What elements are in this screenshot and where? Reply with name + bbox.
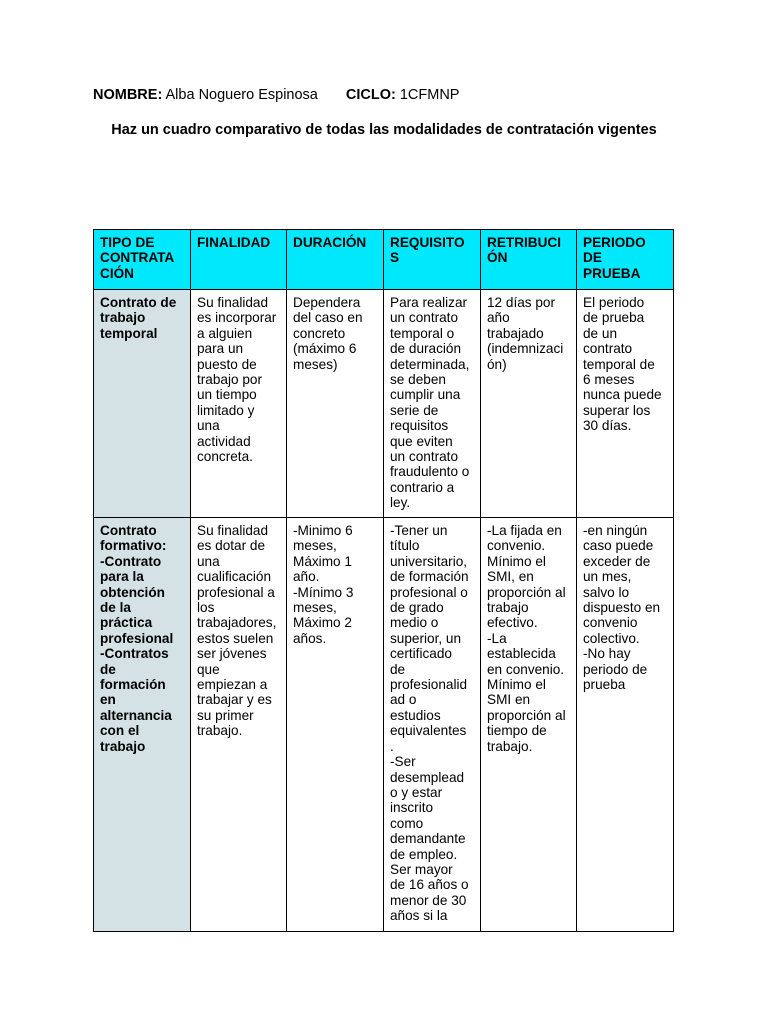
cell-line: dispuesto en [583, 600, 661, 616]
cell-line: 30 días. [583, 418, 632, 434]
cell-line: Mínimo el [487, 677, 546, 693]
cell-finalidad [191, 290, 287, 518]
cell-line: nunca puede [583, 387, 662, 403]
cell-line: años si la [390, 908, 448, 924]
cell-line: trabajadores, [197, 615, 277, 631]
cell-line: universitario, [390, 553, 468, 569]
cell-line: -Tener un [390, 523, 448, 538]
cell-line: Su finalidad [197, 295, 269, 310]
cell-line: ser jóvenes [197, 646, 267, 662]
cell-line: Para realizar [390, 295, 468, 310]
cell-line: Ser mayor [390, 861, 453, 877]
table-row [94, 290, 674, 518]
cell-line: caso puede [583, 538, 654, 554]
cell-line: SMI, en [487, 569, 534, 585]
cell-line: estos suelen [197, 630, 274, 646]
cell-line: limitado y [197, 402, 255, 418]
cell-line: un mes, [583, 569, 632, 585]
cell-line: REQUISITO [390, 235, 465, 250]
cell-line: -Ser [390, 754, 416, 770]
cell-line: alternancia [100, 707, 172, 723]
cell-line: año [487, 310, 510, 326]
cell-line: efectivo. [487, 615, 538, 631]
cell-line: para un [197, 341, 244, 357]
column-header-periodo [577, 230, 674, 290]
cell-line: un contrato [390, 449, 459, 465]
cell-line: para la [100, 569, 144, 585]
cell-line: de un [583, 325, 618, 341]
cell-line: en [100, 692, 116, 708]
cell-line: ad o [390, 692, 417, 708]
cell-line: -La fijada en [487, 523, 562, 538]
cell-line: -La [487, 630, 507, 646]
cell-line: SMI en [487, 692, 531, 708]
cell-line: salvo lo [583, 584, 630, 600]
cell-line: práctica [100, 615, 153, 631]
cell-line: los [197, 600, 215, 616]
cell-line: contrario a [390, 479, 455, 495]
cell-line: certificado [390, 646, 452, 662]
cell-line: temporal [100, 325, 158, 341]
cell-line: Contrato [100, 523, 157, 538]
cell-line: ón) [487, 356, 507, 372]
cell-line: PRUEBA [583, 265, 641, 281]
cell-line: trabajo [100, 738, 146, 754]
cell-line: convenio. [487, 538, 546, 554]
cell-line: Su finalidad [197, 523, 269, 538]
cell-line: título [390, 538, 420, 554]
ciclo-label: CICLO: [345, 87, 396, 103]
cell-line: Contrato de [100, 295, 177, 310]
nombre-value: Alba Noguero Espinosa [165, 87, 318, 103]
cell-line: empiezan a [197, 677, 268, 693]
cell-line: un tiempo [197, 387, 257, 403]
cell-line: trabajo [487, 600, 529, 616]
ciclo-value: 1CFMNP [399, 87, 460, 103]
cell-line: . [390, 738, 394, 754]
cell-line: (máximo 6 [293, 341, 357, 357]
cell-requisitos [384, 290, 481, 518]
cell-line: contrato [583, 341, 633, 357]
cell-retribucion [481, 290, 577, 518]
cell-retribucion [481, 518, 577, 932]
cell-line: -en ningún [583, 523, 648, 538]
cell-duracion [287, 290, 384, 518]
cell-line: Máximo 1 [293, 553, 352, 569]
cell-line: trabajo. [197, 723, 243, 739]
cell-line: de duración [390, 341, 462, 357]
cell-line: profesionalid [390, 677, 468, 693]
cell-line: trabajo por [197, 372, 262, 388]
cell-line: periodo de [583, 661, 648, 677]
cell-tipo [94, 518, 191, 932]
cell-line: una [197, 553, 220, 569]
cell-line: demandante [390, 831, 466, 847]
cell-line: -Minimo 6 [293, 523, 353, 538]
cell-line: superar los [583, 402, 651, 418]
table-row [94, 518, 674, 932]
cell-line: o y estar [390, 784, 443, 800]
cell-line: convenio [583, 615, 638, 631]
cell-line: de la [100, 600, 131, 616]
cell-line: años. [293, 630, 327, 646]
cell-line: RETRIBUCI [487, 235, 562, 250]
cell-line: actividad [197, 433, 251, 449]
cell-line: CIÓN [100, 265, 134, 281]
cell-line: se deben [390, 372, 446, 388]
cell-line: trabajar y es [197, 692, 272, 708]
nombre-label: NOMBRE: [93, 87, 163, 103]
cell-line: de grado [390, 600, 444, 616]
column-header-retribucion [481, 230, 577, 290]
cell-line: meses, [293, 600, 337, 616]
cell-line: profesional o [390, 584, 468, 600]
cell-line: que [197, 661, 220, 677]
cell-line: formación [100, 677, 166, 693]
cell-line: meses) [293, 356, 338, 372]
cell-line: trabajo. [487, 738, 533, 754]
cell-line: de [390, 661, 406, 677]
cell-line: PERIODO [583, 235, 646, 250]
cell-line: Máximo 2 [293, 615, 352, 631]
cell-line: inscrito [390, 800, 434, 816]
cell-line: profesional a [197, 584, 275, 600]
cell-line: determinada, [390, 356, 470, 372]
cell-line: Mínimo el [487, 553, 546, 569]
column-header-requisitos [384, 230, 481, 290]
cell-line: -Mínimo 3 [293, 584, 354, 600]
cell-line: fraudulento o [390, 464, 470, 480]
cell-line: ley. [390, 495, 411, 511]
cell-line: una [197, 418, 220, 434]
cell-line: exceder de [583, 553, 651, 569]
cell-line: 6 meses [583, 372, 635, 388]
cell-periodo [577, 290, 674, 518]
cell-line: es incorporar [197, 310, 277, 326]
cell-tipo [94, 290, 191, 518]
comparison-table [93, 229, 674, 932]
cell-line: proporción al [487, 584, 566, 600]
cell-line: de [100, 661, 116, 677]
cell-line: ÓN [487, 250, 508, 266]
cell-line: puesto de [197, 356, 257, 372]
cell-line: formativo: [100, 538, 167, 554]
cell-line: proporción al [487, 707, 566, 723]
cell-line: prueba [583, 677, 626, 693]
table-header-row [94, 230, 674, 290]
cell-periodo [577, 518, 674, 932]
cell-requisitos [384, 518, 481, 932]
cell-line: de prueba [583, 310, 645, 326]
cell-line: menor de 30 [390, 892, 467, 908]
cell-line: TIPO DE [100, 235, 155, 250]
cell-line: equivalentes [390, 723, 467, 739]
assignment-instruction: Haz un cuadro comparativo de todas las modalidades de contratación vigentes [111, 122, 657, 138]
cell-line: desemplead [390, 769, 465, 785]
cell-line: trabajo [100, 310, 146, 326]
cell-line: requisitos [390, 418, 449, 434]
cell-line: a alguien [197, 325, 253, 341]
cell-line: con el [100, 723, 140, 739]
cell-line: S [390, 250, 400, 266]
cell-line: temporal o [390, 325, 455, 341]
cell-line: trabajado [487, 325, 544, 341]
cell-line: CONTRATA [100, 250, 175, 266]
cell-line: -No hay [583, 646, 631, 662]
cell-line: concreto [293, 325, 346, 341]
cell-line: de 16 años o [390, 877, 469, 893]
cell-line: (indemnizaci [487, 341, 564, 357]
cell-line: de formación [390, 569, 469, 585]
column-header-tipo [94, 230, 191, 290]
cell-line: profesional [100, 630, 174, 646]
cell-line: superior, un [390, 630, 462, 646]
column-header-duracion [287, 230, 384, 290]
cell-line: un contrato [390, 310, 459, 326]
cell-line: del caso en [293, 310, 363, 326]
cell-line: tiempo de [487, 723, 547, 739]
cell-line: -Contratos [100, 646, 169, 662]
cell-line: temporal de [583, 356, 655, 372]
cell-line: es dotar de [197, 538, 266, 554]
student-header [93, 87, 459, 103]
cell-line: FINALIDAD [197, 235, 271, 250]
cell-line: cualificación [197, 569, 272, 585]
cell-duracion [287, 518, 384, 932]
cell-line: en convenio. [487, 661, 565, 677]
cell-line: obtención [100, 584, 165, 600]
cell-line: DE [583, 250, 602, 266]
cell-line: colectivo. [583, 630, 640, 646]
cell-finalidad [191, 518, 287, 932]
cell-line: -Contrato [100, 553, 162, 569]
cell-line: 12 días por [487, 295, 556, 310]
cell-line: cumplir una [390, 387, 461, 403]
cell-line: que eviten [390, 433, 453, 449]
cell-line: estudios [390, 707, 441, 723]
cell-line: DURACIÓN [293, 235, 367, 250]
cell-line: meses, [293, 538, 337, 554]
cell-line: establecida [487, 646, 556, 662]
cell-line: medio o [390, 615, 439, 631]
cell-line: serie de [390, 402, 439, 418]
column-header-finalidad [191, 230, 287, 290]
cell-line: El periodo [583, 295, 645, 310]
cell-line: Dependera [293, 295, 361, 310]
cell-line: concreta. [197, 449, 253, 465]
cell-line: año. [293, 569, 320, 585]
cell-line: de empleo. [390, 846, 458, 862]
cell-line: su primer [197, 707, 254, 723]
cell-line: como [390, 815, 424, 831]
